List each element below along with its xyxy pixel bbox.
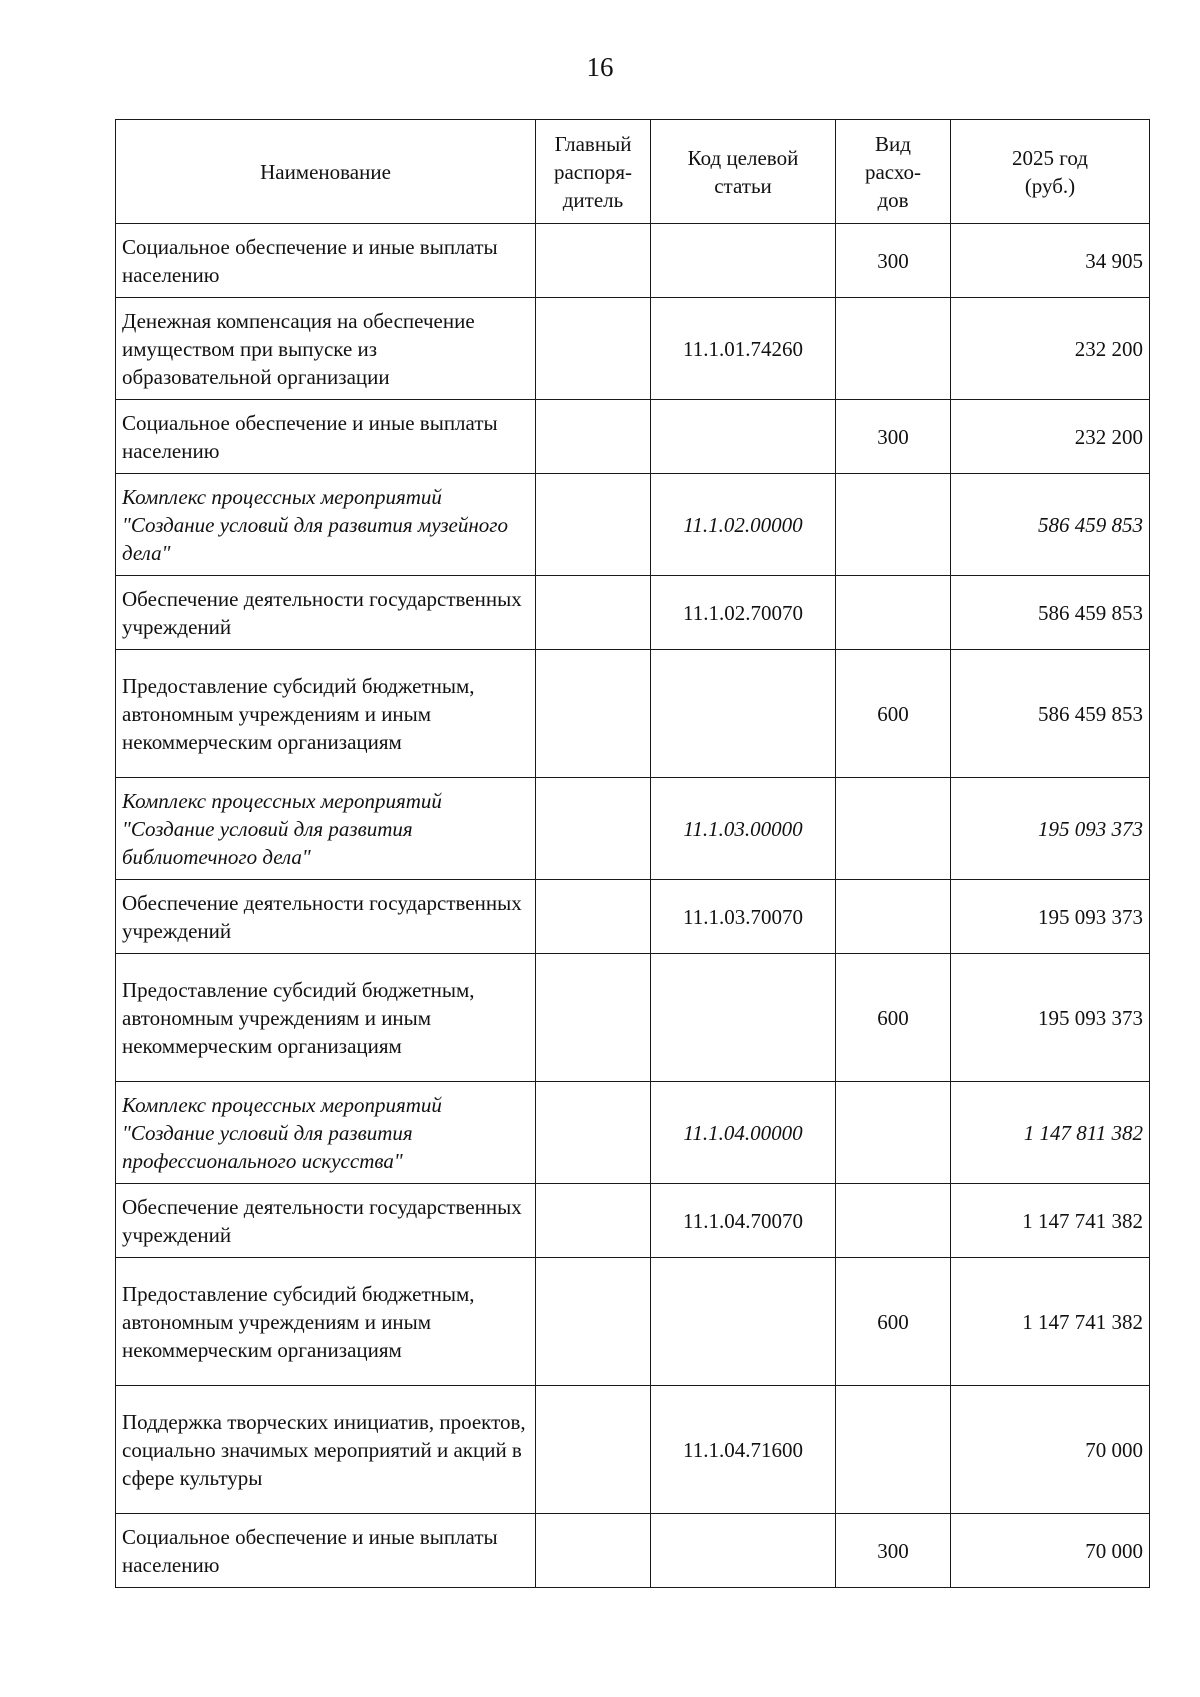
row-amount: 232 200 [951, 298, 1150, 400]
row-expense-type [836, 474, 951, 576]
row-amount: 70 000 [951, 1386, 1150, 1514]
row-chief-administrator [536, 400, 651, 474]
row-name: Поддержка творческих инициатив, проектов, социально значимых мероприятий и акций в сфере культуры [116, 1386, 536, 1514]
row-name: Обеспечение деятельности государственных учреждений [116, 880, 536, 954]
row-name: Предоставление субсидий бюджетным, автономным учреждениям и иным некоммерческим организациям [116, 650, 536, 778]
table-row [116, 224, 1150, 298]
table-row [116, 954, 1150, 1082]
row-expense-type [836, 1386, 951, 1514]
row-chief-administrator [536, 1184, 651, 1258]
row-target-code: 11.1.02.70070 [651, 576, 836, 650]
row-target-code: 11.1.03.00000 [651, 778, 836, 880]
row-target-code: 11.1.04.00000 [651, 1082, 836, 1184]
row-chief-administrator [536, 224, 651, 298]
row-chief-administrator [536, 954, 651, 1082]
row-amount: 586 459 853 [951, 576, 1150, 650]
row-amount: 1 147 811 382 [951, 1082, 1150, 1184]
row-amount: 232 200 [951, 400, 1150, 474]
row-chief-administrator [536, 1386, 651, 1514]
table-row [116, 880, 1150, 954]
row-amount: 195 093 373 [951, 880, 1150, 954]
header-chief-administrator: Главный распоря- дитель [536, 120, 651, 224]
row-target-code [651, 954, 836, 1082]
table-row [116, 400, 1150, 474]
row-name: Денежная компенсация на обеспечение имуществом при выпуске из образовательной организации [116, 298, 536, 400]
table-row [116, 298, 1150, 400]
row-chief-administrator [536, 474, 651, 576]
row-target-code: 11.1.02.00000 [651, 474, 836, 576]
table-row [116, 1386, 1150, 1514]
row-expense-type [836, 1184, 951, 1258]
row-target-code [651, 650, 836, 778]
row-target-code [651, 224, 836, 298]
table-row [116, 778, 1150, 880]
row-amount: 70 000 [951, 1514, 1150, 1588]
row-chief-administrator [536, 576, 651, 650]
row-expense-type [836, 778, 951, 880]
row-amount: 34 905 [951, 224, 1150, 298]
row-target-code [651, 1258, 836, 1386]
row-expense-type: 300 [836, 1514, 951, 1588]
row-expense-type: 300 [836, 224, 951, 298]
row-chief-administrator [536, 1514, 651, 1588]
row-expense-type [836, 1082, 951, 1184]
row-amount: 195 093 373 [951, 778, 1150, 880]
table-row [116, 576, 1150, 650]
row-amount: 586 459 853 [951, 474, 1150, 576]
table-row [116, 650, 1150, 778]
row-name: Социальное обеспечение и иные выплаты населению [116, 224, 536, 298]
row-name: Обеспечение деятельности государственных учреждений [116, 1184, 536, 1258]
row-chief-administrator [536, 1258, 651, 1386]
row-target-code: 11.1.04.70070 [651, 1184, 836, 1258]
table-row [116, 1258, 1150, 1386]
table-row [116, 1184, 1150, 1258]
row-expense-type: 600 [836, 954, 951, 1082]
row-target-code: 11.1.04.71600 [651, 1386, 836, 1514]
row-name: Комплекс процессных мероприятий "Создание условий для развития профессионального искусства" [116, 1082, 536, 1184]
header-expense-type: Вид расхо- дов [836, 120, 951, 224]
header-target-code: Код целевой статьи [651, 120, 836, 224]
row-amount: 586 459 853 [951, 650, 1150, 778]
row-target-code [651, 1514, 836, 1588]
row-amount: 1 147 741 382 [951, 1258, 1150, 1386]
row-chief-administrator [536, 650, 651, 778]
row-expense-type: 600 [836, 650, 951, 778]
row-expense-type [836, 576, 951, 650]
row-name: Предоставление субсидий бюджетным, автономным учреждениям и иным некоммерческим организациям [116, 954, 536, 1082]
header-name: Наименование [116, 120, 536, 224]
row-expense-type [836, 298, 951, 400]
table-row [116, 1514, 1150, 1588]
row-chief-administrator [536, 298, 651, 400]
row-chief-administrator [536, 880, 651, 954]
row-name: Предоставление субсидий бюджетным, автономным учреждениям и иным некоммерческим организациям [116, 1258, 536, 1386]
row-name: Социальное обеспечение и иные выплаты населению [116, 400, 536, 474]
table-header [116, 120, 1150, 224]
header-amount-2025: 2025 год (руб.) [951, 120, 1150, 224]
row-target-code: 11.1.01.74260 [651, 298, 836, 400]
table-row [116, 1082, 1150, 1184]
row-amount: 195 093 373 [951, 954, 1150, 1082]
row-name: Комплекс процессных мероприятий "Создание условий для развития музейного дела" [116, 474, 536, 576]
budget-table [115, 119, 1150, 1588]
row-amount: 1 147 741 382 [951, 1184, 1150, 1258]
row-expense-type: 600 [836, 1258, 951, 1386]
header-row [116, 120, 1150, 224]
row-name: Комплекс процессных мероприятий "Создание условий для развития библиотечного дела" [116, 778, 536, 880]
row-chief-administrator [536, 778, 651, 880]
row-target-code [651, 400, 836, 474]
row-chief-administrator [536, 1082, 651, 1184]
table-body [116, 224, 1150, 1588]
row-expense-type: 300 [836, 400, 951, 474]
table-row [116, 474, 1150, 576]
row-name: Обеспечение деятельности государственных учреждений [116, 576, 536, 650]
page-number: 16 [586, 52, 614, 82]
row-target-code: 11.1.03.70070 [651, 880, 836, 954]
row-name: Социальное обеспечение и иные выплаты населению [116, 1514, 536, 1588]
row-expense-type [836, 880, 951, 954]
